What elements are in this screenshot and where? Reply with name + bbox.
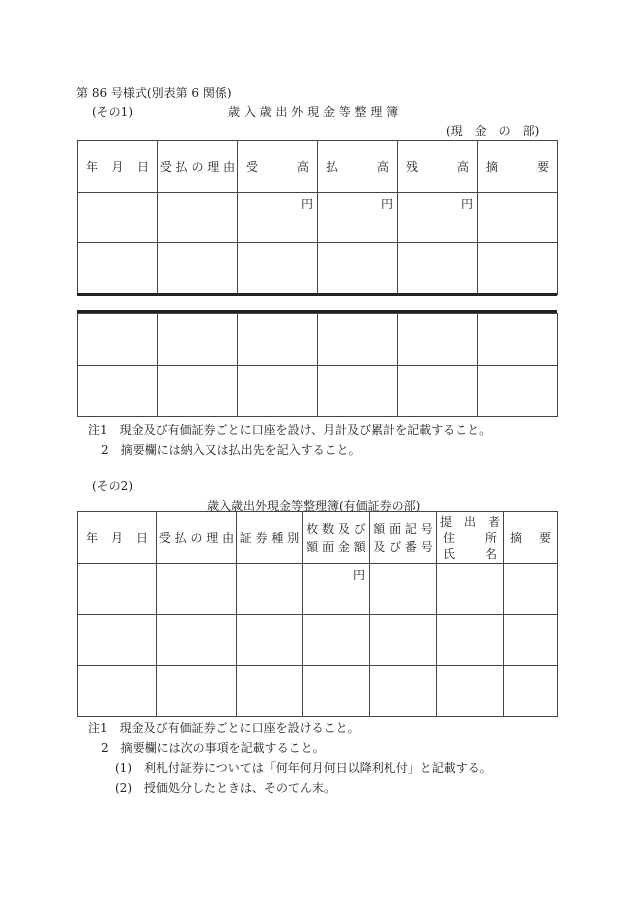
header-date <box>78 141 158 193</box>
header-receipt-a: 受 <box>246 160 259 174</box>
header-balance-b: 高 <box>456 160 469 174</box>
table-cell[interactable] <box>370 564 437 615</box>
header-count-amount <box>303 512 370 564</box>
receipt-unit: 円 <box>238 193 318 243</box>
header-payment <box>318 141 398 193</box>
table-cell[interactable] <box>303 615 370 666</box>
table-cell[interactable] <box>237 666 303 717</box>
header-year: 年 <box>86 160 99 174</box>
header-remarks-b: 要 <box>538 531 551 545</box>
table-cell[interactable] <box>398 243 478 295</box>
header-remarks-b: 要 <box>536 160 549 174</box>
header-month: 月 <box>111 160 124 174</box>
header-reason: 受 払 の 理 由 <box>158 141 238 193</box>
header-submitter <box>437 512 504 564</box>
header-year: 年 <box>86 531 99 545</box>
table-cell[interactable] <box>370 615 437 666</box>
part2-note-1: 注1 現金及び有価証券ごとに口座を設けること。 <box>88 721 360 735</box>
header-amount-line: 額 面 金 額 <box>306 539 366 554</box>
table-row <box>78 314 558 366</box>
header-security-type: 証 券 種 別 <box>237 512 303 564</box>
table-cell[interactable] <box>238 366 318 417</box>
table-cell[interactable] <box>78 564 157 615</box>
table-cell[interactable] <box>318 243 398 295</box>
header-payment-b: 高 <box>376 160 389 174</box>
form-number: 第 86 号様式(別表第 6 関係) <box>76 86 232 100</box>
table-cell[interactable] <box>370 666 437 717</box>
header-remarks <box>478 141 558 193</box>
table-cell[interactable] <box>478 366 558 417</box>
table-cell[interactable] <box>158 314 238 366</box>
table-cell[interactable] <box>158 193 238 243</box>
table-cell[interactable] <box>78 243 158 295</box>
table-cell[interactable] <box>78 193 158 243</box>
part1-subtitle: (現 金 の 部) <box>446 124 540 138</box>
table-cell[interactable] <box>478 243 558 295</box>
table-cell[interactable] <box>78 615 157 666</box>
header-receipt-b: 高 <box>296 160 309 174</box>
part2-note-3: (1) 利札付証券については「何年何月何日以降利札付」と記載する。 <box>115 761 492 775</box>
amount-unit: 円 <box>303 564 370 615</box>
table-break-line-top <box>77 293 557 296</box>
header-face-number <box>370 512 437 564</box>
table-cell[interactable] <box>237 564 303 615</box>
table-cell[interactable] <box>157 666 237 717</box>
table-cell[interactable] <box>303 666 370 717</box>
cash-ledger-table-lower <box>77 313 558 417</box>
header-submitter-line: 提 出 者 <box>439 514 500 529</box>
table-cell[interactable] <box>437 666 504 717</box>
table-cell[interactable] <box>158 366 238 417</box>
payment-unit: 円 <box>318 193 398 243</box>
cash-ledger-table-upper <box>77 140 558 295</box>
header-name-b: 名 <box>484 546 497 561</box>
part1-title: 歳 入 歳 出 外 現 金 等 整 理 簿 <box>228 105 399 119</box>
header-month: 月 <box>110 531 123 545</box>
table-cell[interactable] <box>504 615 558 666</box>
table-cell[interactable] <box>398 314 478 366</box>
table-cell[interactable] <box>437 615 504 666</box>
header-remarks-a: 摘 <box>486 160 499 174</box>
table-row <box>78 243 558 295</box>
table-cell[interactable] <box>158 243 238 295</box>
table-cell[interactable] <box>78 366 158 417</box>
table-cell[interactable] <box>437 564 504 615</box>
table-cell[interactable] <box>238 243 318 295</box>
table-cell[interactable] <box>237 615 303 666</box>
header-number-line: 及 び 番 号 <box>373 539 433 554</box>
table-cell[interactable] <box>238 314 318 366</box>
table-row <box>78 615 558 666</box>
header-balance-a: 残 <box>406 160 419 174</box>
balance-unit: 円 <box>398 193 478 243</box>
header-balance <box>398 141 478 193</box>
table-cell[interactable] <box>157 564 237 615</box>
part1-label: (その1) <box>92 105 133 119</box>
part1-note-2: 2 摘要欄には納入又は払出先を記入すること。 <box>101 443 361 457</box>
header-remarks <box>504 512 558 564</box>
header-address-a: 住 <box>443 530 456 545</box>
header-day: 日 <box>136 160 149 174</box>
table-cell[interactable] <box>504 666 558 717</box>
table-cell[interactable] <box>478 314 558 366</box>
table-cell[interactable] <box>478 193 558 243</box>
header-day: 日 <box>135 531 148 545</box>
part2-note-4: (2) 授価処分したときは、そのてん末。 <box>115 781 336 795</box>
table-cell[interactable] <box>78 314 158 366</box>
table-cell[interactable] <box>78 666 157 717</box>
header-receipt <box>238 141 318 193</box>
header-address-b: 所 <box>484 530 497 545</box>
header-reason: 受 払 の 理 由 <box>157 512 237 564</box>
table-cell[interactable] <box>318 314 398 366</box>
header-remarks-a: 摘 <box>510 531 523 545</box>
part2-title: 歳入歳出外現金等整理簿(有価証券の部) <box>207 499 421 513</box>
header-count-line: 枚 数 及 び <box>306 521 366 536</box>
header-payment-a: 払 <box>326 160 339 174</box>
part2-note-2: 2 摘要欄には次の事項を記載すること。 <box>101 741 325 755</box>
table-cell[interactable] <box>318 366 398 417</box>
part2-label: (その2) <box>92 479 133 493</box>
table-cell[interactable] <box>504 564 558 615</box>
header-face-line: 額 面 記 号 <box>373 521 433 536</box>
table-row <box>78 666 558 717</box>
header-name-a: 氏 <box>443 546 456 561</box>
table-row <box>78 366 558 417</box>
header-date <box>78 512 157 564</box>
securities-ledger-table <box>77 511 558 717</box>
table-row <box>78 564 558 615</box>
table-cell[interactable] <box>398 366 478 417</box>
table-cell[interactable] <box>157 615 237 666</box>
table-row <box>78 193 558 243</box>
part1-note-1: 注1 現金及び有価証券ごとに口座を設け、月計及び累計を記載すること。 <box>88 423 492 437</box>
